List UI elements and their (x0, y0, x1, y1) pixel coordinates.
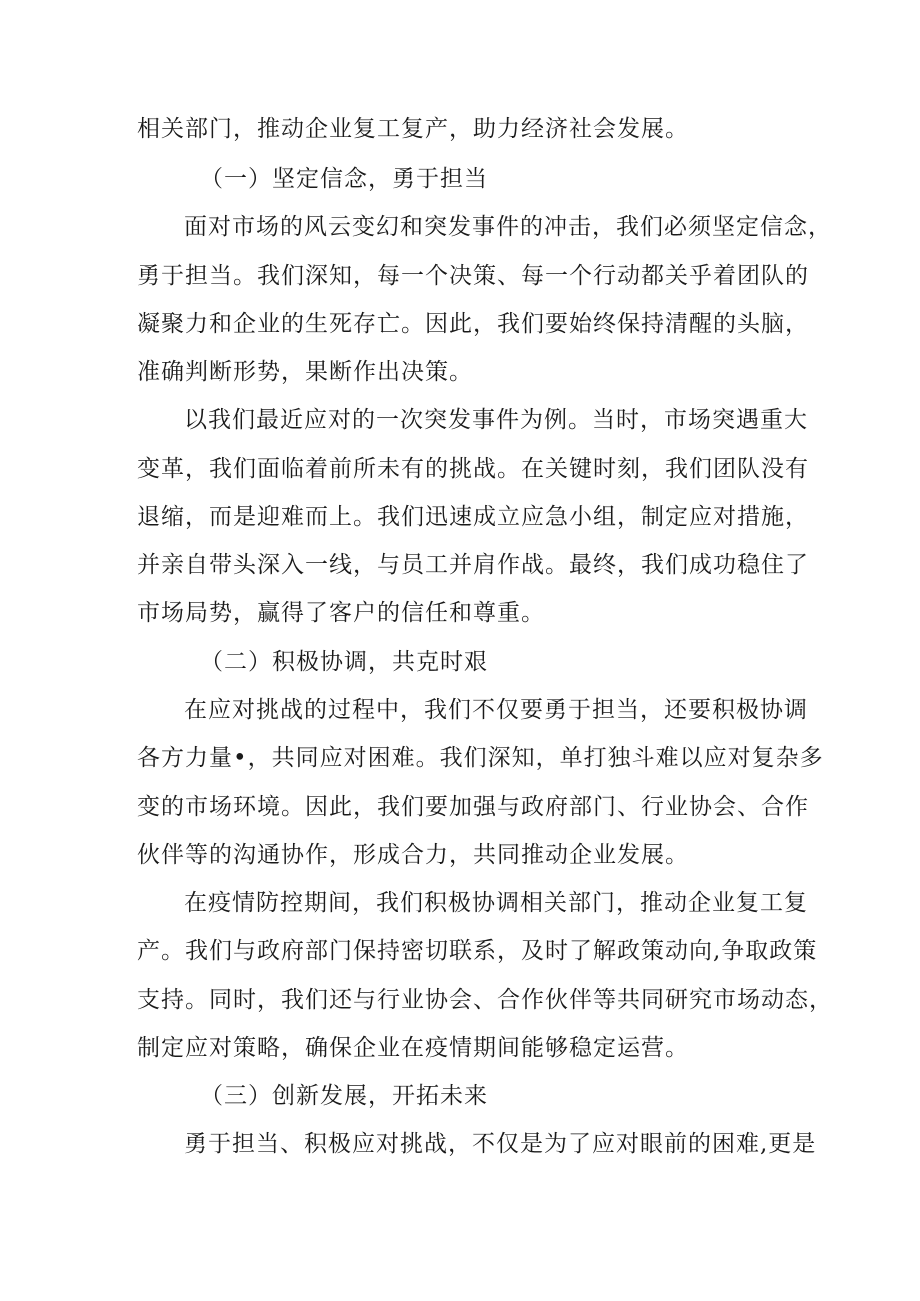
paragraph-line: 以我们最近应对的一次突发事件为例。当时，市场突遇重大 (184, 407, 808, 433)
section-heading-1: （一）坚定信念，勇于担当 (200, 166, 488, 192)
paragraph-line: 勇于担当。我们深知，每一个决策、每一个行动都关乎着团队的 (137, 263, 809, 289)
paragraph-line: 勇于担当、积极应对挑战，不仅是为了应对眼前的困难,更是 (184, 1131, 817, 1157)
paragraph-line: 支持。同时，我们还与行业协会、合作伙伴等共同研究市场动态， (137, 987, 833, 1013)
paragraph-line: 相关部门，推动企业复工复产，助力经济社会发展。 (137, 116, 689, 142)
paragraph-line: 变革，我们面临着前所未有的挑战。在关键时刻，我们团队没有 (137, 456, 809, 482)
paragraph-line: 在应对挑战的过程中，我们不仅要勇于担当，还要积极协调 (184, 697, 808, 723)
paragraph-line: 变的市场环境。因此，我们要加强与政府部门、行业协会、合作 (137, 794, 809, 820)
paragraph-line: 各方力量•，共同应对困难。我们深知，单打独斗难以应对复杂多 (137, 745, 824, 771)
paragraph-line: 面对市场的风云变幻和突发事件的冲击，我们必须坚定信念， (184, 214, 832, 240)
paragraph-line: 市场局势，赢得了客户的信任和尊重。 (137, 600, 545, 626)
section-heading-3: （三）创新发展，开拓未来 (200, 1083, 488, 1109)
paragraph-line: 并亲自带头深入一线，与员工并肩作战。最终，我们成功稳住了 (137, 552, 809, 578)
paragraph-line: 制定应对策略，确保企业在疫情期间能够稳定运营。 (137, 1035, 689, 1061)
paragraph-line: 退缩，而是迎难而上。我们迅速成立应急小组，制定应对措施， (137, 504, 809, 530)
paragraph-line: 产。我们与政府部门保持密切联系，及时了解政策动向,争取政策 (137, 938, 818, 964)
paragraph-line: 伙伴等的沟通协作，形成合力，共同推动企业发展。 (137, 842, 689, 868)
paragraph-line: 准确判断形势，果断作出决策。 (137, 359, 473, 385)
paragraph-line: 在疫情防控期间，我们积极协调相关部门，推动企业复工复 (184, 890, 808, 916)
section-heading-2: （二）积极协调，共克时艰 (200, 649, 488, 675)
paragraph-line: 凝聚力和企业的生死存亡。因此，我们要始终保持清醒的头脑， (137, 311, 809, 337)
